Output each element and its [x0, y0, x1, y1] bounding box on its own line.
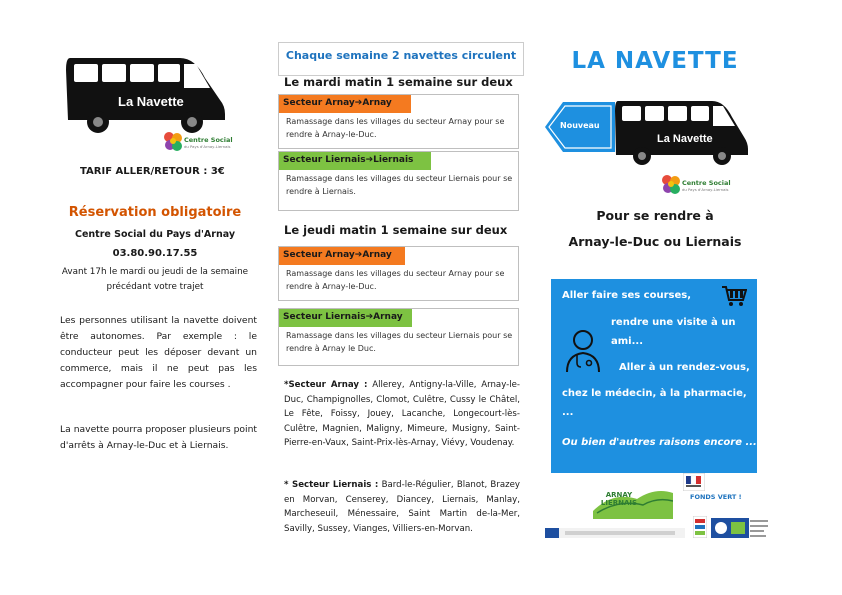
arnay-liernais-logo: [593, 477, 673, 519]
reason-line: ...: [562, 407, 574, 418]
reason-line: rendre une visite à un: [611, 317, 736, 328]
reservation-phone: 03.80.90.17.55: [112, 248, 198, 259]
centre-social-sub: du Pays d'Arnay-Liernais: [682, 187, 729, 192]
sector-box: [278, 308, 519, 366]
navette-bus-logo: [60, 50, 230, 135]
cover-title: LA NAVETTE: [571, 48, 739, 74]
nouveau-label: Nouveau: [560, 121, 600, 130]
sector-tag: Secteur Liernais➔Arnay: [279, 309, 412, 327]
centre-social-name: Centre Social: [184, 136, 233, 144]
reason-line: Aller faire ses courses,: [562, 290, 692, 301]
fonds-vert-logo: FONDS VERT !: [690, 493, 742, 501]
secteur-liernais-villages: Bard-le-Régulier, Blanot, Brazey en Morvan, Censerey, Diancey, Liernais, Manlay, Marcheseuil, Ménessaire, Saint Martin de-la-Mer, Savilly, Sussey, Vianges, Villiers-en-Morvan.: [284, 480, 521, 534]
sector-box: [278, 246, 519, 301]
cote-dor-logo: [693, 516, 707, 538]
republique-logo: [683, 473, 705, 491]
sector-tag: Secteur Arnay➔Arnay: [279, 95, 411, 113]
sector-box: [278, 94, 519, 149]
secteur-arnay-list: [284, 378, 520, 451]
bus-label: La Navette: [118, 94, 184, 109]
reservation-note: Avant 17h le mardi ou jeudi de la semaine précédant votre trajet: [61, 267, 249, 292]
reservation-org: Centre Social du Pays d'Arnay: [74, 229, 236, 240]
institution-logo: [750, 518, 768, 538]
reason-line: chez le médecin, à la pharmacie,: [562, 388, 747, 399]
centre-social-flower-icon: [660, 173, 682, 199]
navette-bus-image: [612, 95, 752, 167]
centre-social-sub: du Pays d'Arnay-Liernais: [184, 144, 231, 149]
nouveau-arrow-badge: [545, 98, 615, 156]
centre-social-logo: [162, 130, 232, 160]
centre-social-flower-icon: [162, 130, 184, 156]
secteur-arnay-label: *Secteur Arnay :: [284, 380, 368, 390]
partner-banner: [545, 528, 685, 538]
secteur-liernais-list: [284, 478, 520, 536]
sector-tag: Secteur Liernais➔Liernais: [279, 152, 431, 170]
destination-line-2: Arnay-le-Duc ou Liernais: [568, 234, 742, 249]
sector-tag: Secteur Arnay➔Arnay: [279, 247, 405, 265]
arrets-paragraph: La navette pourra proposer plusieurs point d'arrêts à Arnay-le-Duc et à Liernais.: [60, 424, 257, 451]
mardi-title: Le mardi matin 1 semaine sur deux: [284, 75, 513, 89]
centre-social-name: Centre Social: [682, 179, 731, 187]
sector-description: Ramassage dans les villages du secteur Liernais pour se rendre à Arnay le Duc.: [286, 331, 513, 353]
schedule-header-box: [278, 42, 524, 76]
reason-line-closing: Ou bien d'autres raisons encore ...: [562, 437, 757, 448]
arnay-liernais-text: ARNAY LIERNAIS: [600, 491, 638, 507]
sector-box: [278, 151, 519, 211]
tarif-text: TARIF ALLER/RETOUR : 3€: [80, 166, 225, 177]
reasons-box: [551, 279, 757, 473]
autonomy-paragraph: Les personnes utilisant la navette doivent être autonomes. Par exemple : le conducteur peut les déposer devant un commerce, mais il ne peut pas les accompagner pour faire les courses .: [60, 315, 257, 390]
reservation-title: Réservation obligatoire: [68, 205, 242, 220]
bus-label: La Navette: [657, 133, 713, 145]
sector-description: Ramassage dans les villages du secteur Arnay pour se rendre à Arnay-le-Duc.: [286, 117, 505, 139]
sector-description: Ramassage dans les villages du secteur Arnay pour se rendre à Arnay-le-Duc.: [286, 269, 505, 291]
secteur-liernais-label: * Secteur Liernais :: [284, 480, 379, 490]
reason-line: Aller à un rendez-vous,: [619, 362, 750, 373]
schedule-header: Chaque semaine 2 navettes circulent: [285, 49, 517, 62]
centre-social-logo: [660, 173, 740, 201]
shopping-cart-icon: [721, 284, 747, 308]
msa-logo: [711, 518, 749, 538]
secteur-arnay-villages: Allerey, Antigny-la-Ville, Arnay-le-Duc, Champignolles, Clomot, Culêtre, Cussy le Châtel, Le Fête, Foissy, Jouey, Lacanche, Longecourt-lès-Culêtre, Magnien, Maligny, Mimeure, Musigny, Saint-Pierre-en-Vaux, Saint-Prix-lès-Arnay, Viévy, Voudenay.: [284, 380, 521, 449]
sector-description: Ramassage dans les villages du secteur Liernais pour se rendre à Liernais.: [286, 174, 513, 196]
doctor-icon: [564, 327, 602, 373]
destination-line-1: Pour se rendre à: [596, 208, 714, 223]
jeudi-title: Le jeudi matin 1 semaine sur deux: [284, 223, 508, 237]
reason-line: ami...: [611, 336, 643, 347]
